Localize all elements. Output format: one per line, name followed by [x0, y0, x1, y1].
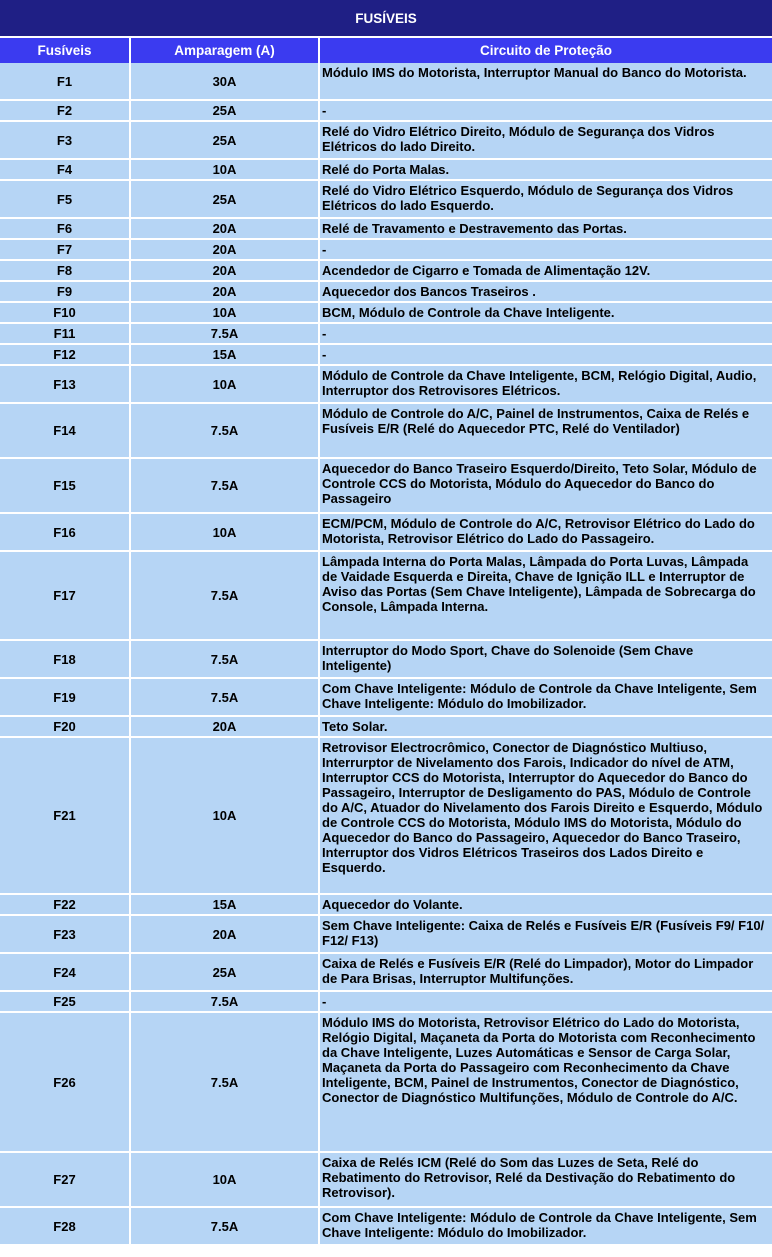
- fuse-cell: F20: [0, 717, 131, 738]
- table-row: [0, 679, 772, 717]
- table-row: [0, 514, 772, 552]
- table-row: [0, 345, 772, 366]
- table-row: [0, 101, 772, 122]
- circuit-cell: Módulo de Controle da Chave Inteligente, BCM, Relógio Digital, Audio, Interruptor dos Retrovisores Elétricos.: [320, 366, 772, 404]
- circuit-cell: Relé de Travamento e Destravemento das Portas.: [320, 219, 772, 240]
- fuse-cell: F5: [0, 181, 131, 219]
- circuit-cell: Acendedor de Cigarro e Tomada de Alimentação 12V.: [320, 261, 772, 282]
- header-fuse: Fusíveis: [0, 38, 131, 63]
- table-row: [0, 916, 772, 954]
- amperage-cell: 10A: [131, 303, 320, 324]
- fuse-cell: F24: [0, 954, 131, 992]
- amperage-cell: 7.5A: [131, 552, 320, 641]
- circuit-cell: -: [320, 345, 772, 366]
- amperage-cell: 30A: [131, 63, 320, 101]
- circuit-cell: Retrovisor Electrocrômico, Conector de Diagnóstico Multiuso, Interrurptor de Nivelamento dos Farois, Indicador do nível de ATM, Interruptor CCS do Motorista, Interruptor do Aquecedor do Banco do Passageiro, Interruptor de Desligamento do PAS, Módulo de Controle do A/C, Atuador do Nivelamento dos Farois Direito e Esquerdo, Módulo de Controle CCS do Motorista, Módulo IMS do Motorista, Módulo do Aquecedor do Banco do Passageiro, Aquecedor do Banco Traseiro, Interruptor dos Vidros Elétricos Traseiros dos Lados Direito e Esquerdo.: [320, 738, 772, 895]
- amperage-cell: 20A: [131, 240, 320, 261]
- amperage-cell: 7.5A: [131, 1208, 320, 1246]
- amperage-cell: 15A: [131, 345, 320, 366]
- table-row: [0, 181, 772, 219]
- table-row: [0, 1013, 772, 1153]
- table-row: [0, 954, 772, 992]
- amperage-cell: 7.5A: [131, 404, 320, 459]
- amperage-cell: 20A: [131, 717, 320, 738]
- fuse-cell: F11: [0, 324, 131, 345]
- table-title: FUSÍVEIS: [0, 0, 772, 38]
- header-amperage: Amparagem (A): [131, 38, 320, 63]
- fuse-cell: F4: [0, 160, 131, 181]
- fuse-cell: F10: [0, 303, 131, 324]
- amperage-cell: 10A: [131, 160, 320, 181]
- circuit-cell: Interruptor do Modo Sport, Chave do Solenoide (Sem Chave Inteligente): [320, 641, 772, 679]
- table-row: [0, 122, 772, 160]
- fuse-cell: F25: [0, 992, 131, 1013]
- fuse-cell: F23: [0, 916, 131, 954]
- amperage-cell: 25A: [131, 954, 320, 992]
- fuse-cell: F13: [0, 366, 131, 404]
- amperage-cell: 7.5A: [131, 992, 320, 1013]
- circuit-cell: Módulo IMS do Motorista, Retrovisor Elétrico do Lado do Motorista, Relógio Digital, Maçaneta da Porta do Motorista com Reconhecimento da Chave Inteligente, Luzes Automáticas e Sensor de Carga Solar, Maçaneta da Porta do Passageiro com Reconhecimento da Chave Inteligente, BCM, Painel de Instrumentos, Conector de Diagnóstico, Conector de Diagnóstico Multifunções, Módulo de Controle do A/C.: [320, 1013, 772, 1153]
- fuse-cell: F2: [0, 101, 131, 122]
- circuit-cell: Com Chave Inteligente: Módulo de Controle da Chave Inteligente, Sem Chave Inteligente: Módulo do Imobilizador.: [320, 679, 772, 717]
- amperage-cell: 20A: [131, 916, 320, 954]
- fuse-cell: F9: [0, 282, 131, 303]
- fuse-cell: F1: [0, 63, 131, 101]
- amperage-cell: 7.5A: [131, 324, 320, 345]
- amperage-cell: 10A: [131, 1153, 320, 1208]
- amperage-cell: 15A: [131, 895, 320, 916]
- table-row: [0, 366, 772, 404]
- fuse-cell: F18: [0, 641, 131, 679]
- circuit-cell: -: [320, 101, 772, 122]
- fuse-cell: F26: [0, 1013, 131, 1153]
- amperage-cell: 7.5A: [131, 679, 320, 717]
- table-row: [0, 552, 772, 641]
- table-row: [0, 459, 772, 514]
- table-row: [0, 303, 772, 324]
- amperage-cell: 25A: [131, 101, 320, 122]
- table-row: [0, 992, 772, 1013]
- amperage-cell: 7.5A: [131, 459, 320, 514]
- table-row: [0, 324, 772, 345]
- table-body: [0, 63, 772, 1246]
- table-title-row: [0, 0, 772, 38]
- circuit-cell: Aquecedor do Banco Traseiro Esquerdo/Direito, Teto Solar, Módulo de Controle CCS do Motorista, Módulo do Aquecedor do Banco do Passageiro: [320, 459, 772, 514]
- table-row: [0, 641, 772, 679]
- amperage-cell: 25A: [131, 122, 320, 160]
- table-row: [0, 895, 772, 916]
- fuse-cell: F16: [0, 514, 131, 552]
- circuit-cell: Módulo IMS do Motorista, Interruptor Manual do Banco do Motorista.: [320, 63, 772, 101]
- table-row: [0, 1208, 772, 1246]
- circuit-cell: -: [320, 992, 772, 1013]
- fuse-cell: F27: [0, 1153, 131, 1208]
- fuse-cell: F14: [0, 404, 131, 459]
- table-row: [0, 261, 772, 282]
- circuit-cell: Caixa de Relés e Fusíveis E/R (Relé do Limpador), Motor do Limpador de Para Brisas, Interruptor Multifunções.: [320, 954, 772, 992]
- table-row: [0, 738, 772, 895]
- fuse-cell: F7: [0, 240, 131, 261]
- circuit-cell: Caixa de Relés ICM (Relé do Som das Luzes de Seta, Relé do Rebatimento do Retrovisor, Relé da Destivação do Rebatimento do Retrovisor).: [320, 1153, 772, 1208]
- fuse-cell: F3: [0, 122, 131, 160]
- circuit-cell: -: [320, 324, 772, 345]
- circuit-cell: Sem Chave Inteligente: Caixa de Relés e Fusíveis E/R (Fusíveis F9/ F10/ F12/ F13): [320, 916, 772, 954]
- table-row: [0, 240, 772, 261]
- circuit-cell: ECM/PCM, Módulo de Controle do A/C, Retrovisor Elétrico do Lado do Motorista, Retrovisor Elétrico do Lado do Passageiro.: [320, 514, 772, 552]
- fuse-cell: F8: [0, 261, 131, 282]
- circuit-cell: BCM, Módulo de Controle da Chave Inteligente.: [320, 303, 772, 324]
- fuse-cell: F22: [0, 895, 131, 916]
- amperage-cell: 7.5A: [131, 641, 320, 679]
- fuse-cell: F19: [0, 679, 131, 717]
- table-row: [0, 282, 772, 303]
- amperage-cell: 20A: [131, 261, 320, 282]
- amperage-cell: 20A: [131, 219, 320, 240]
- table-header-row: [0, 38, 772, 63]
- circuit-cell: -: [320, 240, 772, 261]
- fuse-cell: F6: [0, 219, 131, 240]
- circuit-cell: Relé do Vidro Elétrico Direito, Módulo de Segurança dos Vidros Elétricos do lado Direito.: [320, 122, 772, 160]
- circuit-cell: Lâmpada Interna do Porta Malas, Lâmpada do Porta Luvas, Lâmpada de Vaidade Esquerda e Direita, Chave de Ignição ILL e Interruptor de Aviso das Portas (Sem Chave Inteligente), Lâmpada de Sobrecarga do Console, Lâmpada Interna.: [320, 552, 772, 641]
- amperage-cell: 10A: [131, 366, 320, 404]
- table-row: [0, 717, 772, 738]
- circuit-cell: Aquecedor dos Bancos Traseiros .: [320, 282, 772, 303]
- circuit-cell: Com Chave Inteligente: Módulo de Controle da Chave Inteligente, Sem Chave Inteligente: Módulo do Imobilizador.: [320, 1208, 772, 1246]
- table-row: [0, 219, 772, 240]
- circuit-cell: Aquecedor do Volante.: [320, 895, 772, 916]
- amperage-cell: 7.5A: [131, 1013, 320, 1153]
- table-row: [0, 404, 772, 459]
- amperage-cell: 10A: [131, 738, 320, 895]
- header-circuit: Circuito de Proteção: [320, 38, 772, 63]
- fuse-cell: F28: [0, 1208, 131, 1246]
- table-row: [0, 63, 772, 101]
- table-row: [0, 160, 772, 181]
- circuit-cell: Relé do Vidro Elétrico Esquerdo, Módulo de Segurança dos Vidros Elétricos do lado Esquerdo.: [320, 181, 772, 219]
- fuse-cell: F21: [0, 738, 131, 895]
- fuse-cell: F17: [0, 552, 131, 641]
- fuse-cell: F12: [0, 345, 131, 366]
- amperage-cell: 10A: [131, 514, 320, 552]
- amperage-cell: 20A: [131, 282, 320, 303]
- table-row: [0, 1153, 772, 1208]
- circuit-cell: Teto Solar.: [320, 717, 772, 738]
- circuit-cell: Módulo de Controle do A/C, Painel de Instrumentos, Caixa de Relés e Fusíveis E/R (Relé do Aquecedor PTC, Relé do Ventilador): [320, 404, 772, 459]
- circuit-cell: Relé do Porta Malas.: [320, 160, 772, 181]
- amperage-cell: 25A: [131, 181, 320, 219]
- fuse-cell: F15: [0, 459, 131, 514]
